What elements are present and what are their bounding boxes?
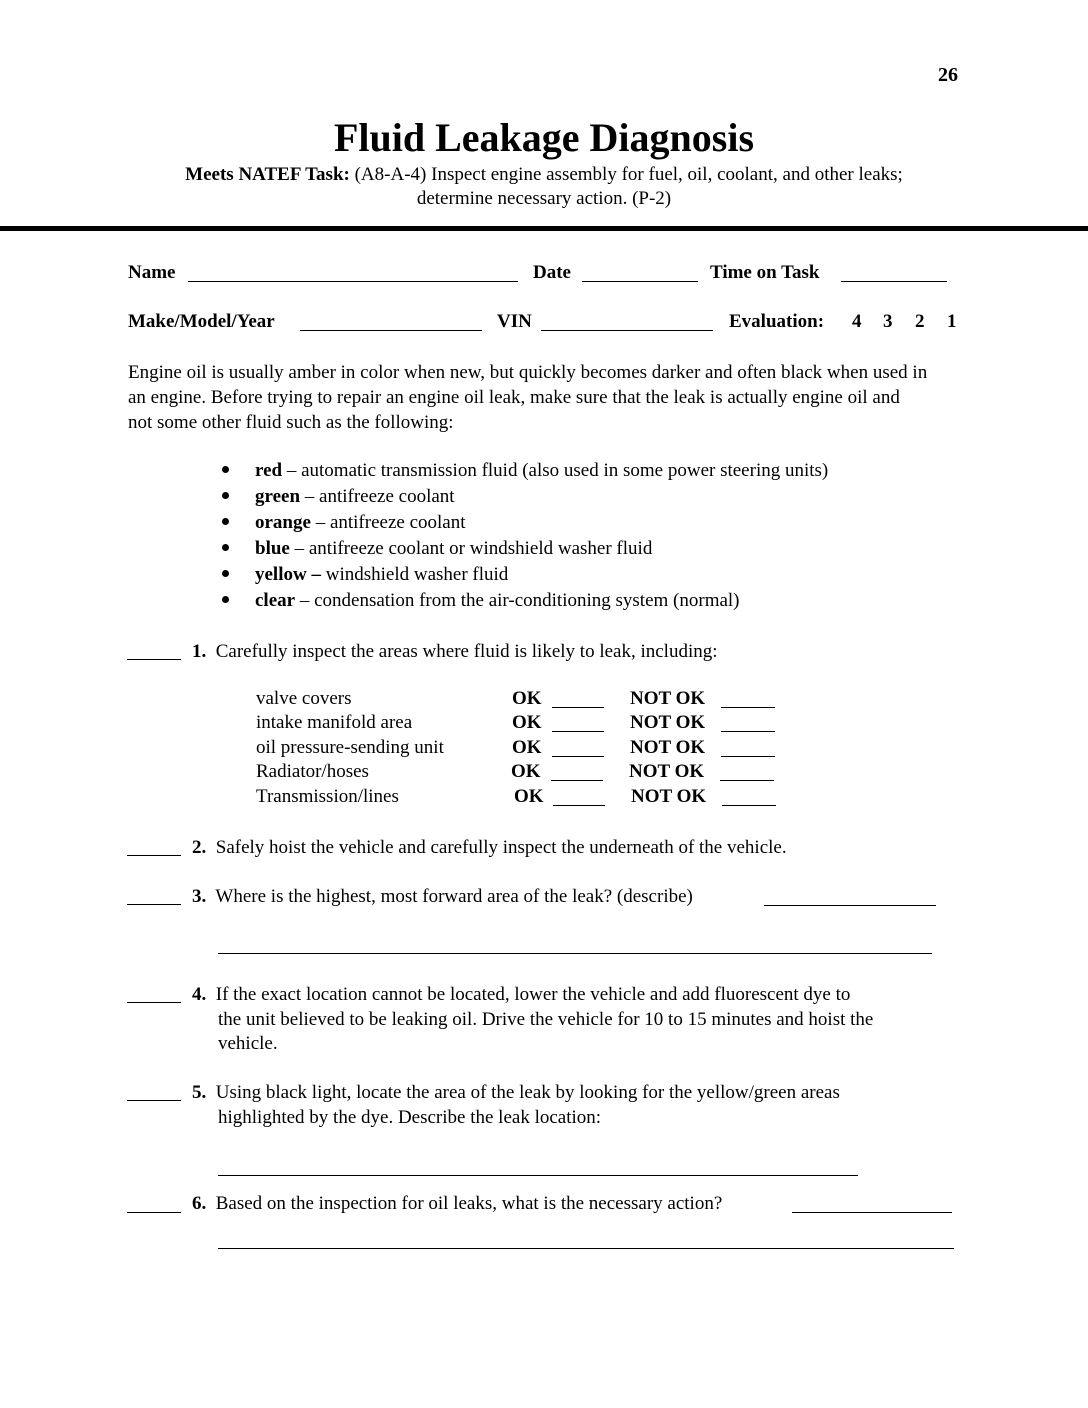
bullet-icon bbox=[222, 596, 229, 603]
ok-field[interactable] bbox=[552, 707, 604, 708]
fluid-list-item bbox=[222, 512, 466, 534]
ok-label: OK bbox=[512, 737, 542, 758]
step-4-checkoff[interactable] bbox=[127, 1002, 181, 1003]
separator: – bbox=[289, 538, 309, 559]
natef-task-label: Meets NATEF Task: bbox=[185, 164, 350, 185]
fluid-description: antifreeze coolant or windshield washer fluid bbox=[308, 538, 653, 559]
ok-label: OK bbox=[512, 688, 542, 709]
evaluation-option-1[interactable]: 1 bbox=[947, 311, 957, 332]
date-label: Date bbox=[533, 262, 571, 283]
name-field[interactable] bbox=[188, 281, 518, 282]
not-ok-label: NOT OK bbox=[630, 712, 706, 733]
evaluation-option-2[interactable]: 2 bbox=[915, 311, 925, 332]
checklist-item-label: Radiator/hoses bbox=[256, 761, 369, 782]
step-4-line3: vehicle. bbox=[218, 1033, 278, 1054]
fluid-list-item bbox=[222, 564, 508, 586]
not-ok-field[interactable] bbox=[720, 780, 774, 781]
fluid-description: antifreeze coolant bbox=[319, 486, 455, 507]
fluid-list-item bbox=[222, 486, 455, 508]
ok-field[interactable] bbox=[553, 805, 605, 806]
fluid-color: orange bbox=[255, 512, 311, 533]
page-title: Fluid Leakage Diagnosis bbox=[333, 115, 755, 160]
time-on-task-label: Time on Task bbox=[710, 262, 820, 283]
not-ok-field[interactable] bbox=[721, 731, 775, 732]
page-number: 26 bbox=[938, 64, 958, 86]
bullet-icon bbox=[222, 544, 229, 551]
natef-task-line2: determine necessary action. (P-2) bbox=[416, 188, 672, 209]
ok-field[interactable] bbox=[552, 731, 604, 732]
fluid-list-item bbox=[222, 590, 740, 612]
step-3 bbox=[192, 884, 693, 909]
step-5 bbox=[192, 1080, 840, 1105]
step-6 bbox=[192, 1191, 722, 1216]
bullet-icon bbox=[222, 492, 229, 499]
natef-task-line1 bbox=[0, 164, 1088, 186]
ok-label: OK bbox=[511, 761, 541, 782]
checklist-item-label: Transmission/lines bbox=[256, 786, 399, 807]
checklist-item-label: valve covers bbox=[256, 688, 352, 709]
step-3-checkoff[interactable] bbox=[127, 904, 181, 905]
checklist-item-label: intake manifold area bbox=[256, 712, 413, 733]
fluid-description: antifreeze coolant bbox=[329, 512, 466, 533]
ok-label: OK bbox=[512, 712, 542, 733]
step-6-answer-field[interactable] bbox=[792, 1212, 952, 1213]
not-ok-field[interactable] bbox=[722, 805, 776, 806]
step-text: Carefully inspect the areas where fluid is likely to leak, including: bbox=[215, 641, 718, 662]
evaluation-option-4[interactable]: 4 bbox=[852, 311, 862, 332]
separator: – bbox=[282, 460, 302, 481]
step-3-answer-field-line2[interactable] bbox=[218, 953, 932, 954]
ok-label: OK bbox=[514, 786, 544, 807]
evaluation-label: Evaluation: bbox=[729, 311, 825, 332]
step-number: 5. bbox=[192, 1082, 207, 1103]
fluid-description: windshield washer fluid bbox=[325, 564, 509, 585]
step-4 bbox=[192, 982, 850, 1007]
evaluation-option-3[interactable]: 3 bbox=[883, 311, 893, 332]
ok-field[interactable] bbox=[551, 780, 603, 781]
natef-task-text: (A8-A-4) Inspect engine assembly for fuel, oil, coolant, and other leaks; bbox=[354, 164, 903, 185]
date-field[interactable] bbox=[582, 281, 698, 282]
step-6-checkoff[interactable] bbox=[127, 1212, 181, 1213]
step-1 bbox=[192, 639, 718, 664]
ok-field[interactable] bbox=[552, 756, 604, 757]
step-text: Where is the highest, most forward area of the leak? (describe) bbox=[215, 886, 693, 907]
step-text: Using black light, locate the area of the leak by looking for the yellow/green areas bbox=[215, 1082, 840, 1103]
separator: – bbox=[310, 512, 330, 533]
header-divider bbox=[0, 226, 1088, 231]
step-3-answer-field[interactable] bbox=[764, 905, 936, 906]
time-on-task-field[interactable] bbox=[841, 281, 947, 282]
bullet-icon bbox=[222, 466, 229, 473]
fluid-description: automatic transmission fluid (also used in some power steering units) bbox=[301, 460, 829, 481]
vin-field[interactable] bbox=[541, 330, 713, 331]
step-number: 1. bbox=[192, 641, 207, 662]
step-6-answer-field-line2[interactable] bbox=[218, 1248, 954, 1249]
step-number: 6. bbox=[192, 1193, 207, 1214]
fluid-color: clear bbox=[255, 590, 296, 611]
step-5-checkoff[interactable] bbox=[127, 1100, 181, 1101]
step-5-answer-field[interactable] bbox=[218, 1175, 858, 1176]
not-ok-field[interactable] bbox=[721, 707, 775, 708]
not-ok-field[interactable] bbox=[721, 756, 775, 757]
vin-label: VIN bbox=[497, 311, 532, 332]
step-text: If the exact location cannot be located, lower the vehicle and add fluorescent dye to bbox=[215, 984, 851, 1005]
step-number: 3. bbox=[192, 886, 207, 907]
step-number: 4. bbox=[192, 984, 207, 1005]
separator: – bbox=[295, 590, 315, 611]
name-label: Name bbox=[128, 262, 176, 283]
bullet-icon bbox=[222, 518, 229, 525]
step-2 bbox=[192, 835, 787, 860]
intro-paragraph: Engine oil is usually amber in color when new, but quickly becomes darker and often black when used in an engine. Before trying to repair an engine oil leak, make sure that the leak is actually engine oil and not some other fluid such as the following: bbox=[128, 362, 928, 433]
fluid-list-item bbox=[222, 460, 828, 482]
fluid-color: yellow – bbox=[255, 564, 321, 585]
fluid-color: blue bbox=[255, 538, 290, 559]
make-model-year-field[interactable] bbox=[300, 330, 482, 331]
not-ok-label: NOT OK bbox=[629, 761, 705, 782]
step-5-line2: highlighted by the dye. Describe the leak location: bbox=[218, 1107, 602, 1128]
step-text: Safely hoist the vehicle and carefully inspect the underneath of the vehicle. bbox=[215, 837, 787, 858]
step-1-checkoff[interactable] bbox=[127, 659, 181, 660]
not-ok-label: NOT OK bbox=[630, 688, 706, 709]
step-number: 2. bbox=[192, 837, 207, 858]
step-text: Based on the inspection for oil leaks, what is the necessary action? bbox=[215, 1193, 723, 1214]
fluid-description: condensation from the air-conditioning system (normal) bbox=[314, 590, 740, 611]
separator: – bbox=[300, 486, 320, 507]
bullet-icon bbox=[222, 570, 229, 577]
not-ok-label: NOT OK bbox=[631, 786, 707, 807]
fluid-color: green bbox=[255, 486, 301, 507]
checklist-item-label: oil pressure-sending unit bbox=[256, 737, 444, 758]
make-model-year-label: Make/Model/Year bbox=[128, 311, 275, 332]
fluid-color: red bbox=[255, 460, 283, 481]
not-ok-label: NOT OK bbox=[630, 737, 706, 758]
fluid-list-item bbox=[222, 538, 652, 560]
step-2-checkoff[interactable] bbox=[127, 855, 181, 856]
step-4-line2: the unit believed to be leaking oil. Drive the vehicle for 10 to 15 minutes and hoist the bbox=[218, 1009, 874, 1030]
